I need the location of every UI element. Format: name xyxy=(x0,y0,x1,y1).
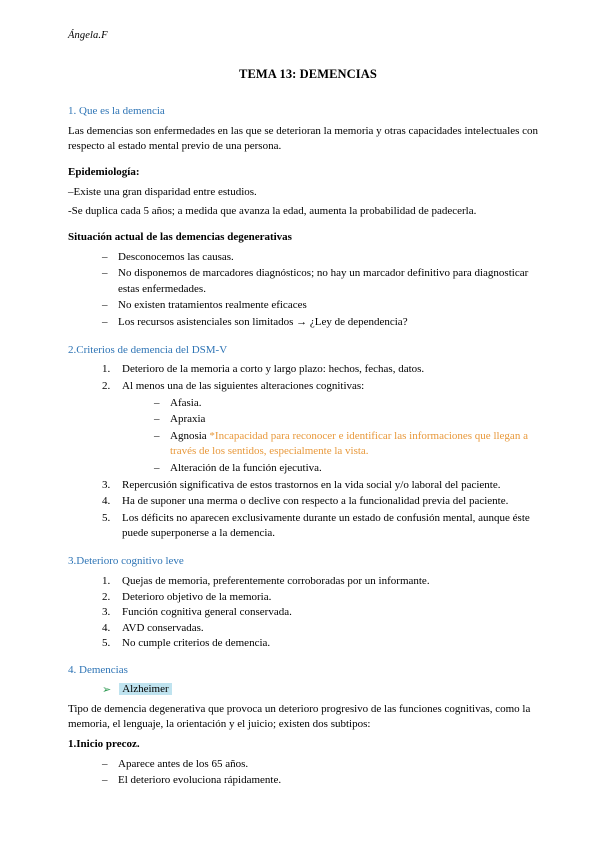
list-item: Los déficits no aparecen exclusivamente durante un estado de confusión mental, aunque éste puede superponerse a la demencia. xyxy=(122,511,530,540)
section-heading-1: 1. Que es la demencia xyxy=(68,105,165,117)
agnosia-annotation: *Incapacidad para reconocer e identificar las informaciones que llegan a través de los sentidos, especialmente la vista. xyxy=(170,429,528,458)
spacer xyxy=(68,332,548,343)
list-item: No cumple criterios de demencia. xyxy=(122,637,271,650)
list-item: AVD conservadas. xyxy=(122,621,204,634)
dsm-v-criteria-list xyxy=(68,362,548,542)
list-item xyxy=(102,379,548,477)
list-item: – No disponemos de marcadores diagnósticos; no hay un marcador definitivo para diagnosticar estas enfermedades. xyxy=(102,266,548,297)
document-title: TEMA 13: DEMENCIAS xyxy=(239,67,377,81)
list-item xyxy=(154,429,548,460)
spacer xyxy=(68,652,548,663)
list-item-text: Al menos una de las siguientes alteraciones cognitivas: xyxy=(122,380,365,392)
deterioro-cognitivo-leve-list xyxy=(68,574,548,652)
list-item: Deterioro de la memoria a corto y largo plazo: hechos, fechas, datos. xyxy=(122,363,425,376)
section-heading-2: 2.Criterios de demencia del DSM-V xyxy=(68,343,228,356)
arrow-bullet-icon: ➢ xyxy=(102,683,112,696)
inicio-precoz-heading: 1.Inicio precoz. xyxy=(68,738,140,751)
list-item: – El deterioro evoluciona rápidamente. xyxy=(102,773,548,789)
situacion-list xyxy=(68,250,548,331)
section-heading-4: 4. Demencias xyxy=(68,663,128,676)
epidemiologia-item-1-text: Existe una gran disparidad entre estudios. xyxy=(73,185,257,198)
list-item: – Afasia. xyxy=(154,396,548,412)
list-item: Ha de suponer una merma o declive con respecto a la funcionalidad previa del paciente. xyxy=(122,495,509,508)
alteraciones-cognitivas-list xyxy=(122,396,548,477)
list-item: – Aparece antes de los 65 años. xyxy=(102,757,548,773)
situacion-heading: Situación actual de las demencias degenerativas xyxy=(68,230,292,243)
agnosia-term: Agnosia xyxy=(170,429,207,442)
list-item: – Desconocemos las causas. xyxy=(102,250,548,266)
epidemiologia-item-2-text: Se duplica cada 5 años; a medida que avanza la edad, aumenta la probabilidad de padecerla. xyxy=(71,205,477,218)
list-item: Función cognitiva general conservada. xyxy=(122,606,292,619)
section-1-paragraph: Las demencias son enfermedades en las que se deterioran la memoria y otras capacidades intelectuales con respecto al estado mental previo de una persona. xyxy=(68,124,539,153)
list-item: Deterioro objetivo de la memoria. xyxy=(122,590,272,603)
alzheimer-paragraph: Tipo de demencia degenerativa que provoca un deterioro progresivo de las funciones cognitivas, como la memoria, el lenguaje, la orientación y el juicio; existen dos subtipos: xyxy=(68,702,531,731)
epidemiologia-item-1: –Existe una gran disparidad entre estudios. xyxy=(68,185,257,198)
inicio-precoz-list xyxy=(68,757,548,789)
list-item: Repercusión significativa de estos trastornos en la vida social y/o laboral del paciente. xyxy=(122,478,501,491)
alzheimer-entry xyxy=(68,683,548,696)
list-item: Quejas de memoria, preferentemente corroboradas por un informante. xyxy=(122,574,430,587)
section-heading-3: 3.Deterioro cognitivo leve xyxy=(68,555,184,568)
epidemiologia-item-2: -Se duplica cada 5 años; a medida que avanza la edad, aumenta la probabilidad de padecerla. xyxy=(68,205,477,218)
list-item: – Los recursos asistenciales son limitados → ¿Ley de dependencia? xyxy=(102,315,548,331)
spacer xyxy=(68,543,548,554)
epidemiologia-heading: Epidemiología: xyxy=(68,166,140,179)
list-item: – No existen tratamientos realmente eficaces xyxy=(102,298,548,314)
list-item: – Alteración de la función ejecutiva. xyxy=(154,461,548,477)
author-name: Ángela.F xyxy=(68,30,108,41)
list-item: – Apraxia xyxy=(154,412,548,428)
alzheimer-label: Alzheimer xyxy=(119,683,171,695)
